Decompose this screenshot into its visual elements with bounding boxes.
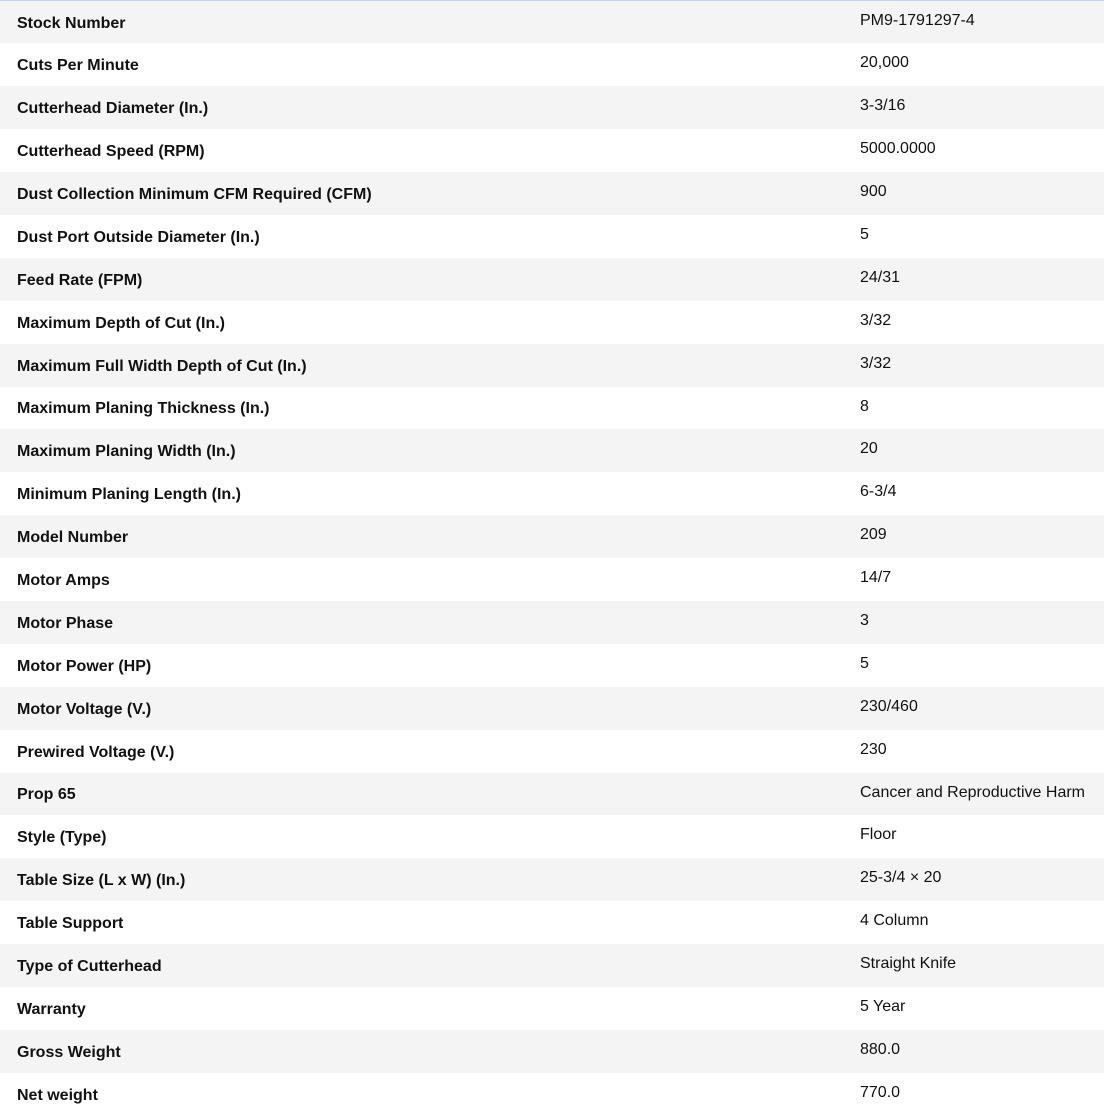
spec-value: 3/32 xyxy=(860,354,892,372)
spec-row-cuts-per-minute xyxy=(0,43,1104,86)
spec-label: Net weight xyxy=(17,1086,98,1104)
spec-row-gross-weight xyxy=(0,1030,1104,1073)
specifications-body xyxy=(0,1,1104,1116)
spec-row-motor-amps xyxy=(0,558,1104,601)
spec-label: Dust Port Outside Diameter (In.) xyxy=(17,228,260,246)
spec-value: 230/460 xyxy=(860,697,918,715)
spec-value: 770.0 xyxy=(860,1083,901,1101)
spec-value: 20,000 xyxy=(860,54,909,72)
spec-label: Maximum Full Width Depth of Cut (In.) xyxy=(17,357,307,375)
spec-row-prewired-voltage xyxy=(0,730,1104,773)
spec-label: Motor Phase xyxy=(17,614,114,632)
spec-label: Cutterhead Diameter (In.) xyxy=(17,100,209,118)
spec-row-max-depth-of-cut xyxy=(0,301,1104,344)
spec-row-table-support xyxy=(0,901,1104,944)
spec-value: 5 Year xyxy=(860,997,906,1015)
spec-label: Warranty xyxy=(17,1000,86,1018)
spec-row-warranty xyxy=(0,987,1104,1030)
spec-row-stock-number xyxy=(0,1,1104,44)
spec-row-style-type xyxy=(0,815,1104,858)
spec-value: 24/31 xyxy=(860,268,901,286)
spec-label: Stock Number xyxy=(17,14,126,32)
spec-value: 5 xyxy=(860,225,869,243)
spec-value: 20 xyxy=(860,440,878,458)
spec-row-model-number xyxy=(0,515,1104,558)
spec-value: 230 xyxy=(860,740,887,758)
spec-label: Prewired Voltage (V.) xyxy=(17,743,175,761)
spec-label: Table Support xyxy=(17,915,124,933)
spec-row-cutterhead-type xyxy=(0,944,1104,987)
spec-row-motor-voltage xyxy=(0,687,1104,730)
spec-value: 8 xyxy=(860,397,869,415)
spec-value: 4 Column xyxy=(860,912,929,930)
spec-row-dust-collection-cfm xyxy=(0,172,1104,215)
spec-label: Style (Type) xyxy=(17,829,107,847)
spec-label: Type of Cutterhead xyxy=(17,958,162,976)
spec-value: 5 xyxy=(860,654,869,672)
spec-label: Minimum Planing Length (In.) xyxy=(17,486,241,504)
spec-label: Table Size (L x W) (In.) xyxy=(17,872,186,890)
spec-label: Motor Voltage (V.) xyxy=(17,700,152,718)
spec-row-net-weight xyxy=(0,1073,1104,1116)
spec-label: Gross Weight xyxy=(17,1043,121,1061)
spec-value: 900 xyxy=(860,183,887,201)
spec-value: 3 xyxy=(860,611,869,629)
spec-row-cutterhead-speed xyxy=(0,129,1104,172)
spec-label: Cutterhead Speed (RPM) xyxy=(17,143,205,161)
spec-row-dust-port-diameter xyxy=(0,215,1104,258)
spec-value: 6-3/4 xyxy=(860,483,897,501)
spec-label: Motor Amps xyxy=(17,572,110,590)
spec-label: Cuts Per Minute xyxy=(17,57,139,75)
spec-label: Maximum Planing Thickness (In.) xyxy=(17,400,270,418)
spec-label: Model Number xyxy=(17,529,129,547)
spec-label: Motor Power (HP) xyxy=(17,657,152,675)
spec-row-motor-phase xyxy=(0,601,1104,644)
spec-row-table-size xyxy=(0,858,1104,901)
spec-row-prop-65 xyxy=(0,773,1104,816)
spec-value: 3/32 xyxy=(860,311,892,329)
spec-value: 209 xyxy=(860,526,887,544)
spec-row-cutterhead-diameter xyxy=(0,86,1104,129)
spec-label: Feed Rate (FPM) xyxy=(17,271,143,289)
spec-value: PM9-1791297-4 xyxy=(860,12,975,29)
spec-value: Floor xyxy=(860,826,897,844)
spec-value: 880.0 xyxy=(860,1040,901,1058)
spec-label: Maximum Depth of Cut (In.) xyxy=(17,314,225,332)
spec-row-max-planing-thickness xyxy=(0,387,1104,430)
spec-value: 25-3/4 × 20 xyxy=(860,869,942,887)
spec-label: Dust Collection Minimum CFM Required (CFM) xyxy=(17,186,372,203)
spec-value: Cancer and Reproductive Harm xyxy=(860,783,1085,801)
spec-value: 14/7 xyxy=(860,569,892,587)
spec-label: Prop 65 xyxy=(17,786,76,804)
spec-label: Maximum Planing Width (In.) xyxy=(17,443,236,461)
spec-row-motor-power xyxy=(0,644,1104,687)
spec-row-max-planing-width xyxy=(0,429,1104,472)
spec-row-min-planing-length xyxy=(0,472,1104,515)
spec-value: 5000.0000 xyxy=(860,140,936,158)
spec-row-feed-rate xyxy=(0,258,1104,301)
spec-value: 3-3/16 xyxy=(860,97,906,115)
spec-row-max-full-width-depth xyxy=(0,344,1104,387)
spec-value: Straight Knife xyxy=(860,955,957,973)
